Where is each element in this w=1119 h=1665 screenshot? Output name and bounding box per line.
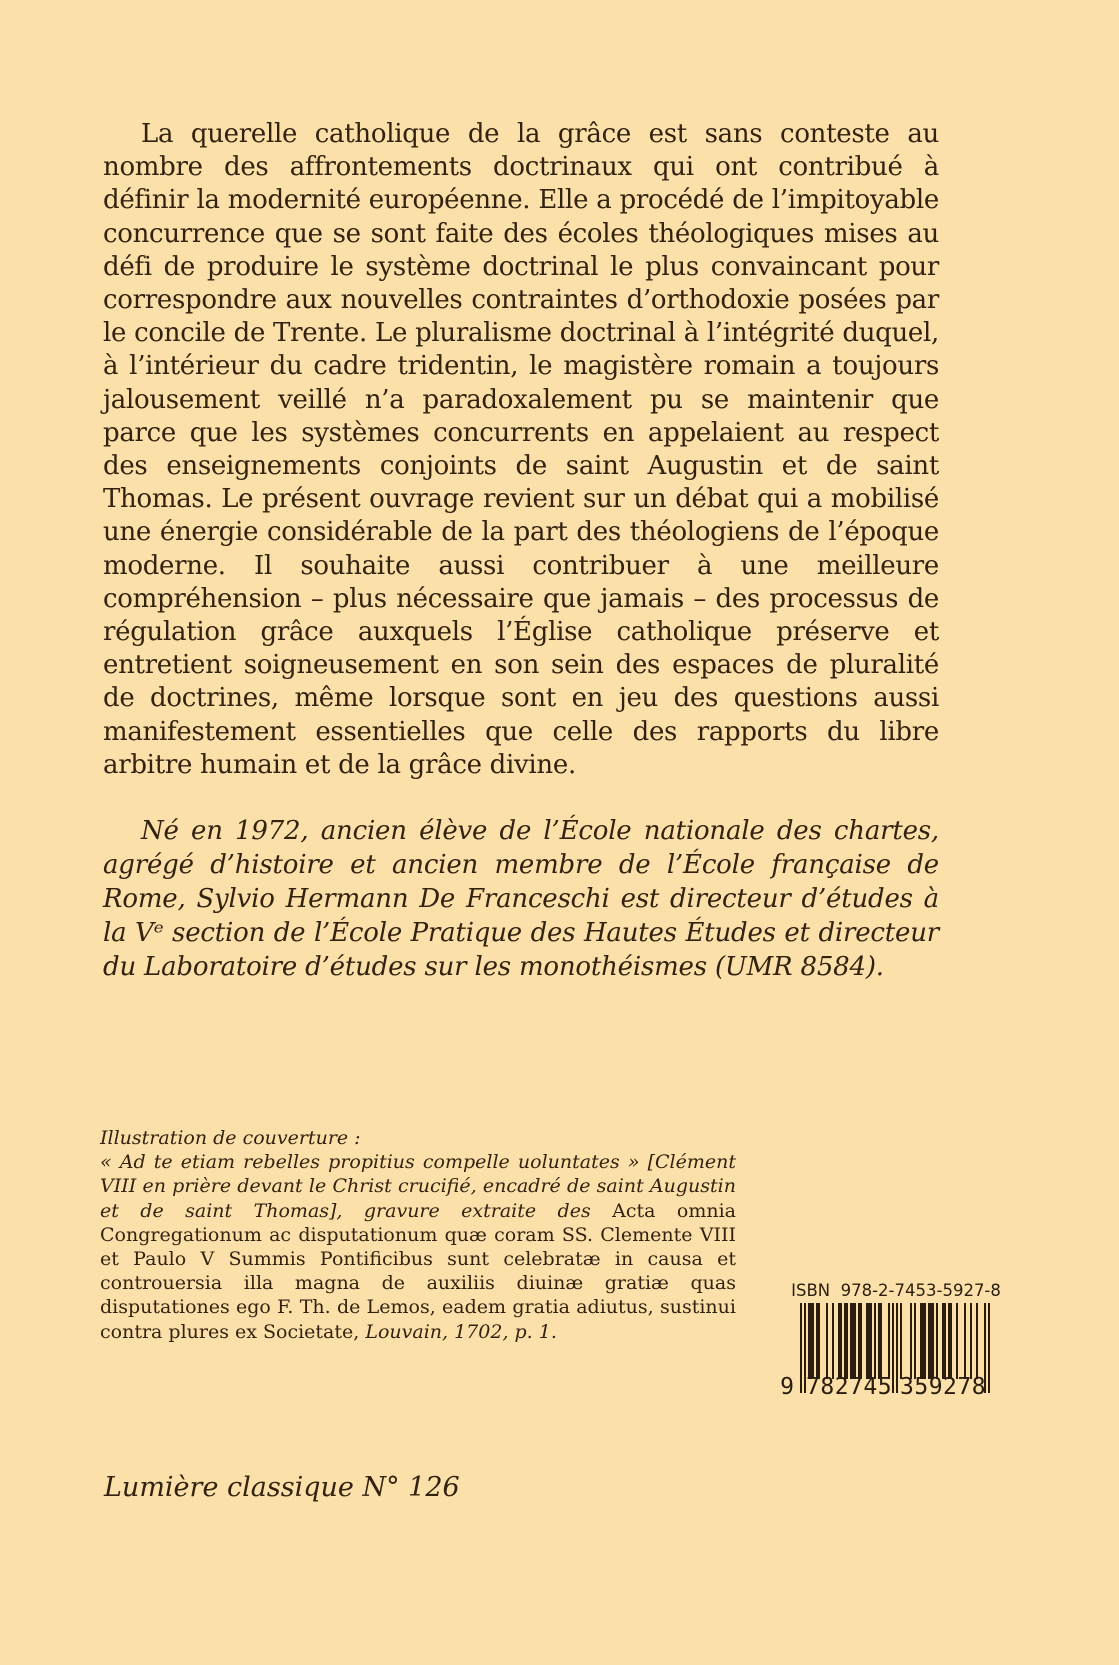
credit-heading: Illustration de couverture : <box>100 1127 361 1149</box>
collection-label: Lumière classique N° 126 <box>104 1472 460 1503</box>
barcode-digits-left: 782745 <box>806 1374 893 1400</box>
back-cover-blurb: La querelle catholique de la grâce est sans conteste au nombre des affrontements doctrinaux qui ont contribué à définir la modernité européenne. Elle a procédé de l’impitoyable concurrence que se sont faite des écoles théologiques mises au défi de produire le système doctrinal le plus convaincant pour correspondre aux nouvelles contraintes d’orthodoxie posées par le concile de Trente. Le pluralisme doctrinal à l’intégrité duquel, à l’intérieur du cadre tridentin, le magistère romain a toujours jalousement veillé n’a paradoxalement pu se maintenir que parce que les systèmes concurrents en appelaient au respect des enseignements conjoints de saint Augustin et de saint Thomas. Le présent ouvrage revient sur un débat qui a mobilisé une énergie considérable de la part des théologiens de l’époque moderne. Il souhaite aussi contribuer à une meilleure compréhension – plus nécessaire que jamais – des processus de régulation grâce auxquels l’Église catholique préserve et entretient soigneusement en son sein des espaces de pluralité de doctrines, même lorsque sont en jeu des questions aussi manifestement essentielles que celle des rapports du libre arbitre humain et de la grâce divine. <box>103 119 939 780</box>
author-bio: Né en 1972, ancien élève de l’École nationale des chartes, agrégé d’histoire et ancien membre de l’École française de Rome, Sylvio Hermann De Franceschi est directeur d’études à la Vᵉ section de l’École Pratique des Hautes Études et directeur du Laboratoire d’études sur les monothéismes (UMR 8584). <box>103 816 939 982</box>
barcode-digit-lead: 9 <box>780 1374 794 1400</box>
credit-segment: Acta omnia Congregationum ac disputationum quæ coram SS. Clemente VIII et Paulo V Summis Pontificibus sunt celebratæ in causa et controuersia illa magna de auxiliis diuinæ gratiæ quas disputationes ego F. Th. de Lemos, eadem gratia adiutus, sustinui contra plures ex Societate, <box>100 1199 736 1343</box>
credit-segment: « Ad te etiam rebelles propitius compelle uoluntates » [Clément VIII en prière devant le Christ crucifié, encadré de saint Augustin et de saint Thomas], gravure extraite des <box>100 1151 736 1222</box>
cover-illustration-credit <box>100 1126 736 1344</box>
isbn-number: ISBN 978-2-7453-5927-8 <box>791 1281 1001 1300</box>
credit-segment: Louvain, 1702, p. 1. <box>365 1320 557 1343</box>
barcode-digits-right: 359278 <box>900 1374 987 1400</box>
credit-body <box>100 1151 736 1342</box>
